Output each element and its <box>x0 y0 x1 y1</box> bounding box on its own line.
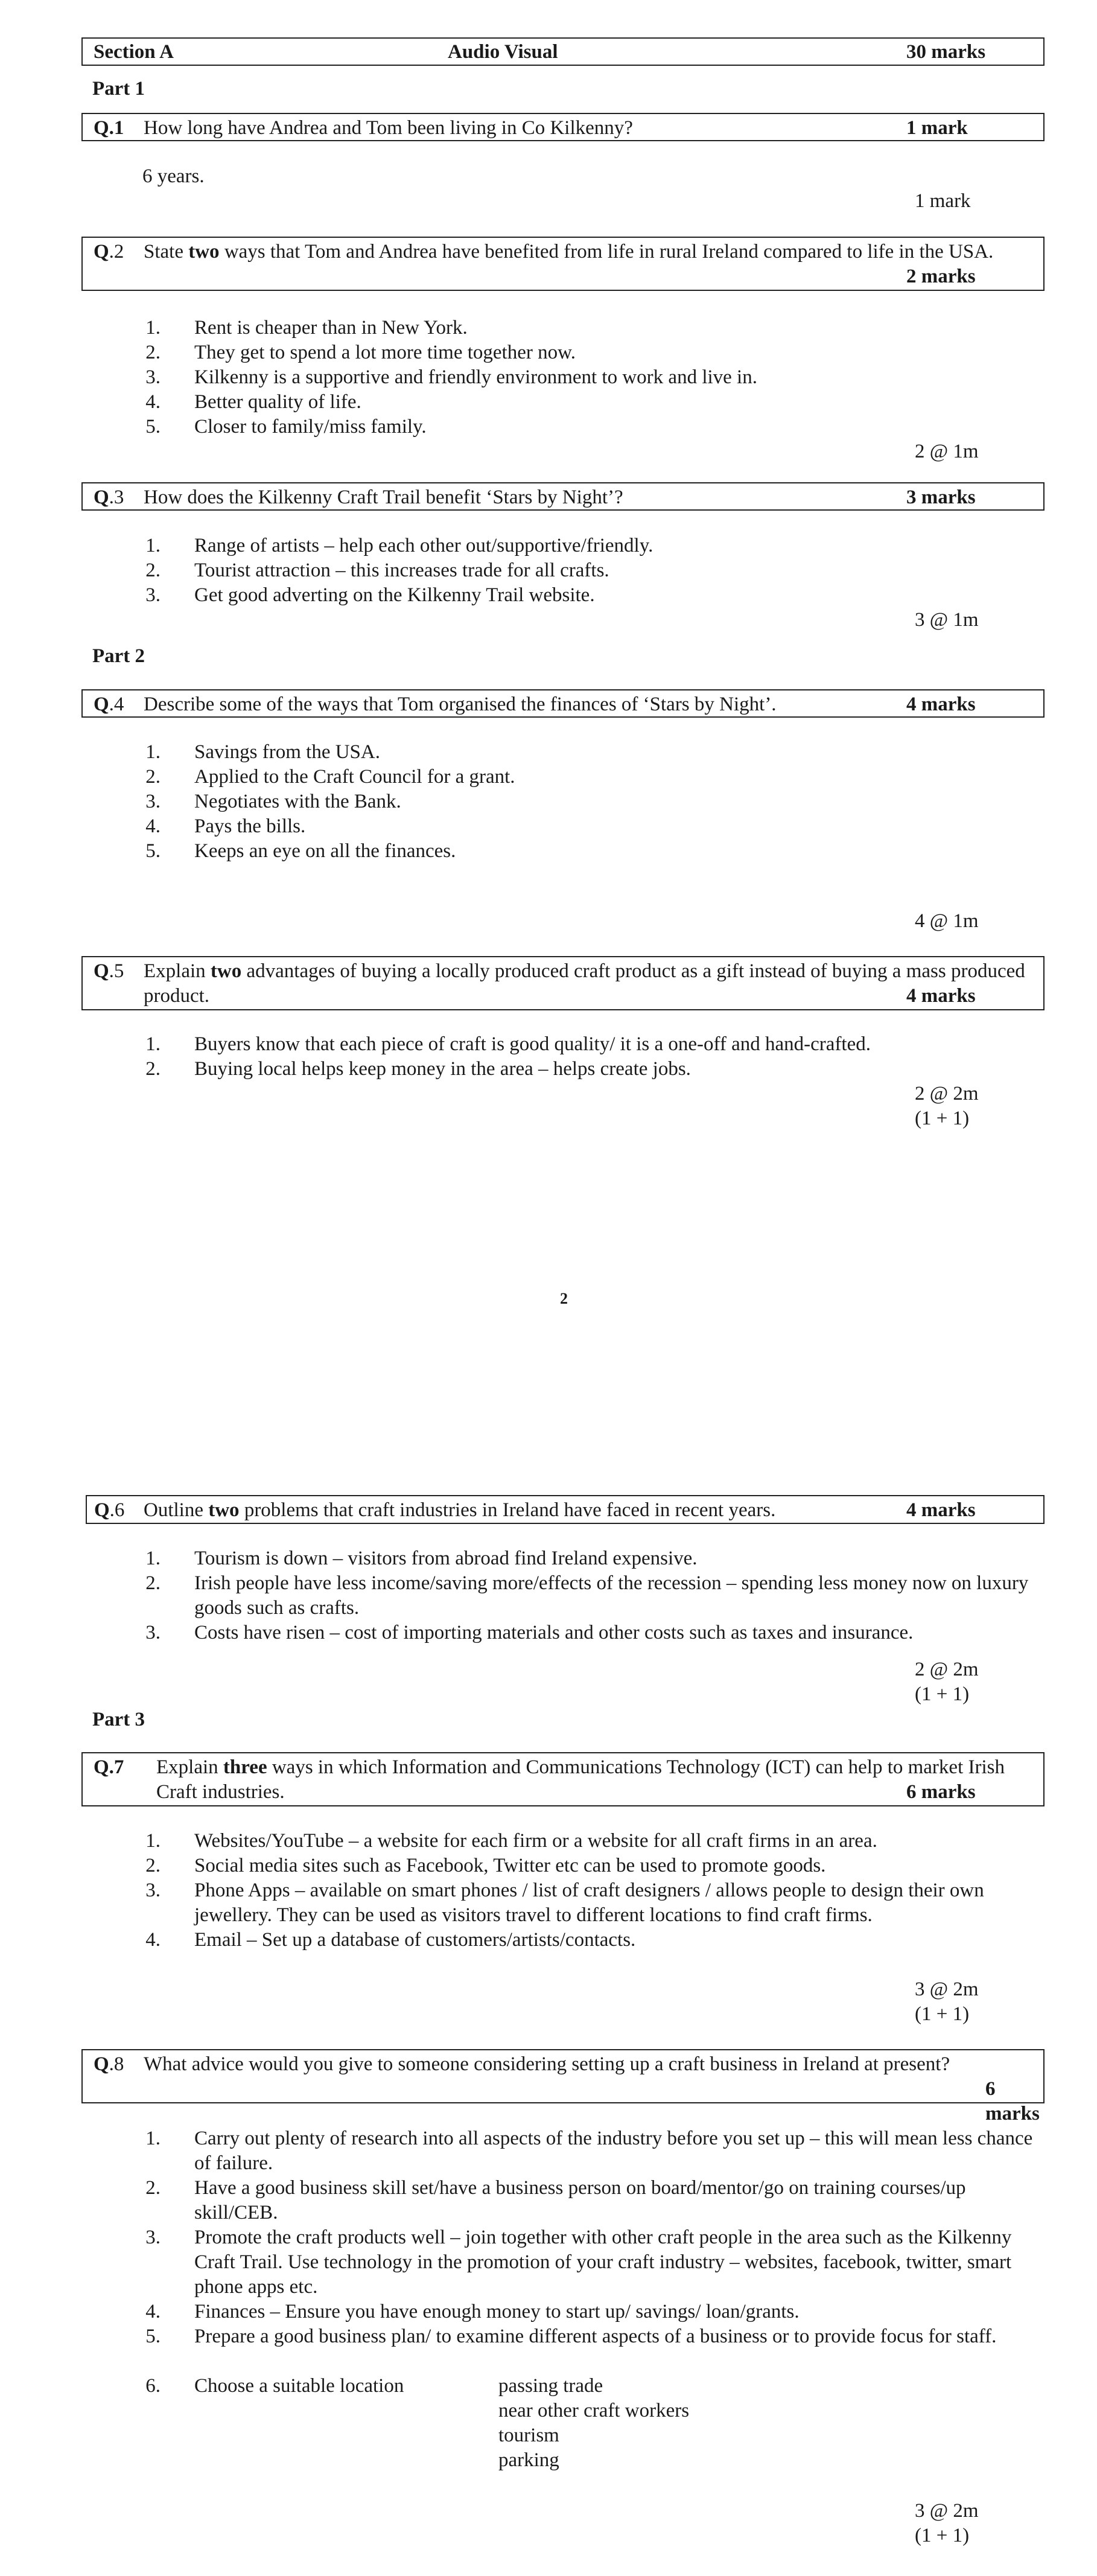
q8-answer-text: Prepare a good business plan/ to examine different aspects of a business or to provide focus for staff. <box>194 2326 997 2347</box>
location-factor: parking <box>498 2449 559 2471</box>
q6-question-b: problems that craft industries in Ireland have faced in recent years. <box>239 1499 776 1521</box>
q6-number-q: Q <box>94 1499 110 1521</box>
part-2-heading: Part 2 <box>92 645 145 667</box>
q8-answer-number: 2. <box>145 2177 161 2199</box>
q5-answer-text: Buyers know that each piece of craft is good quality/ it is a one-off and hand-crafted. <box>194 1033 871 1055</box>
q8-number-q: Q <box>94 2053 109 2075</box>
q8-answer-number: 1. <box>145 2128 161 2149</box>
q7-marks: 6 marks <box>906 1781 976 1803</box>
q3-marks: 3 marks <box>906 486 976 508</box>
q8-scheme: 3 @ 2m <box>915 2500 979 2522</box>
section-title: Audio Visual <box>448 41 558 63</box>
q6-answer-text: Irish people have less income/saving more/effects of the recession – spending less money now on luxury goods such as crafts. <box>194 1572 1029 1619</box>
q8-answer-number: 6. <box>145 2375 161 2397</box>
q3-answer-number: 2. <box>145 560 161 581</box>
q6-scheme-breakdown: (1 + 1) <box>915 1683 970 1705</box>
location-factor: tourism <box>498 2425 559 2446</box>
q3-number-q: Q <box>94 486 109 508</box>
q4-number <box>94 692 124 717</box>
q6-answer-text: Tourism is down – visitors from abroad find Ireland expensive. <box>194 1548 698 1569</box>
q2-question-a: State <box>144 241 189 263</box>
q7-number: Q.7 <box>94 1756 124 1778</box>
q8-scheme-breakdown: (1 + 1) <box>915 2525 970 2546</box>
q2-answer-text: Closer to family/miss family. <box>194 416 427 438</box>
q2-question-b: ways that Tom and Andrea have benefited from life in rural Ireland compared to life in the USA. <box>219 241 994 263</box>
q8-question-text: What advice would you give to someone considering setting up a craft business in Ireland at present? <box>144 2053 950 2075</box>
q2-question-text <box>144 240 1037 264</box>
q6-number <box>94 1498 124 1523</box>
q6-question-text <box>144 1498 1037 1523</box>
q2-answer-number: 4. <box>145 391 161 413</box>
q2-scheme: 2 @ 1m <box>915 441 979 462</box>
q4-number-rest: .4 <box>109 693 124 715</box>
q7-answer-number: 3. <box>145 1879 161 1901</box>
q2-question-box <box>81 237 1045 291</box>
q5-number <box>94 959 124 984</box>
location-factor: passing trade <box>498 2375 603 2397</box>
q7-scheme-breakdown: (1 + 1) <box>915 2003 970 2025</box>
q6-answer-number: 1. <box>145 1548 161 1569</box>
q6-answer-number: 3. <box>145 1622 161 1643</box>
q4-marks: 4 marks <box>906 693 976 715</box>
q8-number <box>94 2052 124 2077</box>
q3-answer-text: Range of artists – help each other out/supportive/friendly. <box>194 535 653 556</box>
q3-question-box <box>81 482 1045 511</box>
q6-answer-text: Costs have risen – cost of importing materials and other costs such as taxes and insurance. <box>194 1622 914 1643</box>
q7-answer-number: 1. <box>145 1830 161 1852</box>
q8-answer-text: Choose a suitable location <box>194 2375 404 2397</box>
q8-answer-number: 4. <box>145 2301 161 2323</box>
q2-answer-number: 2. <box>145 342 161 363</box>
q6-number-rest: .6 <box>109 1499 125 1521</box>
q1-scheme: 1 mark <box>915 190 971 212</box>
q8-answer-text: Have a good business skill set/have a business person on board/mentor/go on training courses/up skill/CEB. <box>194 2177 966 2224</box>
q4-answer-text: Keeps an eye on all the finances. <box>194 840 456 862</box>
q7-question-text <box>156 1755 1037 1805</box>
q7-answer-text: Email – Set up a database of customers/artists/contacts. <box>194 1929 636 1951</box>
q4-answer-number: 5. <box>145 840 161 862</box>
q2-answer-number: 3. <box>145 366 161 388</box>
q6-question-box <box>86 1495 1045 1524</box>
q4-question-box <box>81 689 1045 718</box>
q3-number <box>94 485 124 510</box>
q2-answer-text: Kilkenny is a supportive and friendly environment to work and live in. <box>194 366 757 388</box>
q7-answer-number: 2. <box>145 1855 161 1876</box>
q4-scheme: 4 @ 1m <box>915 910 979 932</box>
q2-answer-text: They get to spend a lot more time together now. <box>194 342 576 363</box>
q3-answer-text: Tourist attraction – this increases trade for all crafts. <box>194 560 609 581</box>
q4-answer-text: Pays the bills. <box>194 815 306 837</box>
q4-question-text: Describe some of the ways that Tom organised the finances of ‘Stars by Night’. <box>144 693 777 715</box>
q2-answer-number: 5. <box>145 416 161 438</box>
q2-marks: 2 marks <box>906 266 976 287</box>
q7-answer-text: Social media sites such as Facebook, Twitter etc can be used to promote goods. <box>194 1855 826 1876</box>
q6-answer-number: 2. <box>145 1572 161 1594</box>
q3-answer-number: 1. <box>145 535 161 556</box>
q2-number <box>94 240 124 264</box>
q8-marks: 6 marks <box>985 2078 1040 2125</box>
q4-answer-text: Savings from the USA. <box>194 741 380 763</box>
q6-marks: 4 marks <box>906 1499 976 1521</box>
q4-answer-number: 2. <box>145 766 161 788</box>
q8-answer-text: Promote the craft products well – join together with other craft people in the area such as the Kilkenny Craft Trail. Use technology in the promotion of your craft industry – websites, facebook, twitter, smart phone apps etc. <box>194 2227 1012 2298</box>
q2-answer-number: 1. <box>145 317 161 339</box>
q7-question-box <box>81 1752 1045 1806</box>
q5-answer-text: Buying local helps keep money in the area – helps create jobs. <box>194 1058 691 1080</box>
q1-marks: 1 mark <box>906 117 968 139</box>
q6-scheme: 2 @ 2m <box>915 1659 979 1680</box>
q8-answer-number: 5. <box>145 2326 161 2347</box>
q6-question-a: Outline <box>144 1499 209 1521</box>
q5-number-rest: .5 <box>109 960 124 982</box>
q8-number-rest: .8 <box>109 2053 124 2075</box>
q7-question-b: ways in which Information and Communications Technology (ICT) can help to market Irish Craft industries. <box>156 1756 1005 1803</box>
q3-scheme: 3 @ 1m <box>915 609 979 631</box>
location-factor: near other craft workers <box>498 2400 690 2421</box>
q3-question-text: How does the Kilkenny Craft Trail benefit ‘Stars by Night’? <box>144 486 623 508</box>
part-3-heading: Part 3 <box>92 1709 145 1730</box>
q1-question-box <box>81 113 1045 141</box>
q3-answer-number: 3. <box>145 584 161 606</box>
q7-answer-number: 4. <box>145 1929 161 1951</box>
q1-number: Q.1 <box>94 117 124 139</box>
q5-question-box <box>81 956 1045 1010</box>
q3-answer-text: Get good adverting on the Kilkenny Trail website. <box>194 584 595 606</box>
q7-question-a: Explain <box>156 1756 223 1778</box>
q7-question-bold: three <box>223 1756 267 1778</box>
q4-number-q: Q <box>94 693 109 715</box>
section-header <box>81 37 1045 66</box>
q4-answer-number: 4. <box>145 815 161 837</box>
section-label: Section A <box>94 41 174 63</box>
q5-question-text <box>144 959 1037 1009</box>
q1-answer: 6 years. <box>142 165 205 187</box>
q3-number-rest: .3 <box>109 486 124 508</box>
q7-answer-text: Phone Apps – available on smart phones / list of craft designers / allows people to design their own jewellery. They can be used as visitors travel to different locations to find craft firms. <box>194 1879 984 1926</box>
q7-scheme: 3 @ 2m <box>915 1978 979 2000</box>
q4-answer-number: 1. <box>145 741 161 763</box>
q2-number-q: Q <box>94 241 109 263</box>
q5-marks: 4 marks <box>906 985 976 1007</box>
q5-scheme-breakdown: (1 + 1) <box>915 1108 970 1129</box>
q8-answer-text: Finances – Ensure you have enough money to start up/ savings/ loan/grants. <box>194 2301 800 2323</box>
q5-answer-number: 1. <box>145 1033 161 1055</box>
q8-answer-number: 3. <box>145 2227 161 2248</box>
part-1-heading: Part 1 <box>92 78 145 100</box>
q5-question-b: advantages of buying a locally produced craft product as a gift instead of buying a mass produced product. <box>144 960 1025 1007</box>
section-total-marks: 30 marks <box>906 41 986 63</box>
q5-question-a: Explain <box>144 960 211 982</box>
page-number: 2 <box>560 1290 568 1307</box>
q8-question-box <box>81 2049 1045 2125</box>
q1-question-text: How long have Andrea and Tom been living in Co Kilkenny? <box>144 117 633 139</box>
q4-answer-text: Negotiates with the Bank. <box>194 791 401 812</box>
q5-scheme: 2 @ 2m <box>915 1083 979 1105</box>
q5-answer-number: 2. <box>145 1058 161 1080</box>
q6-question-bold: two <box>208 1499 240 1521</box>
q2-answer-text: Rent is cheaper than in New York. <box>194 317 468 339</box>
q5-question-bold: two <box>210 960 242 982</box>
q5-number-q: Q <box>94 960 109 982</box>
q4-answer-text: Applied to the Craft Council for a grant. <box>194 766 515 788</box>
q4-answer-number: 3. <box>145 791 161 812</box>
q2-answer-text: Better quality of life. <box>194 391 361 413</box>
q2-question-bold: two <box>188 241 220 263</box>
q7-answer-text: Websites/YouTube – a website for each firm or a website for all craft firms in an area. <box>194 1830 877 1852</box>
q2-number-rest: .2 <box>109 241 124 263</box>
q8-answer-text: Carry out plenty of research into all aspects of the industry before you set up – this will mean less chance of failure. <box>194 2128 1033 2174</box>
